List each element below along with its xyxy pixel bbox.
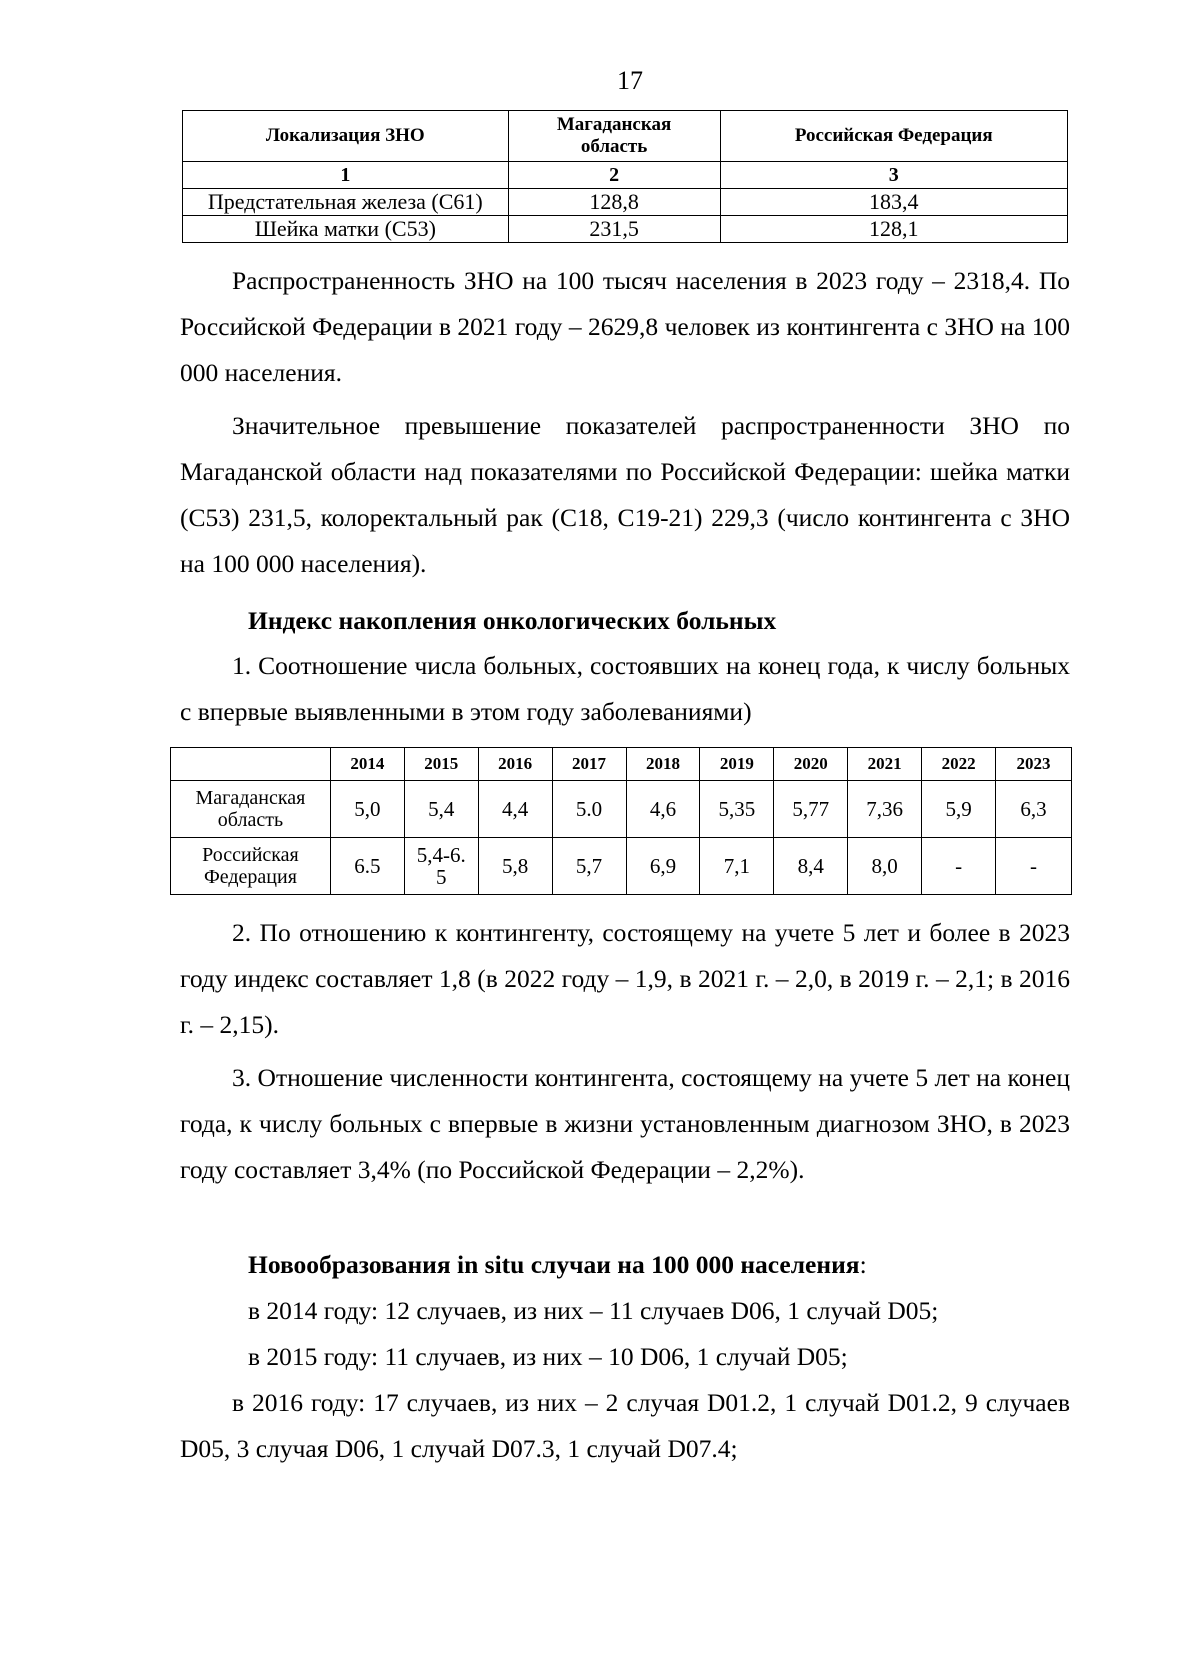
insitu-2014: в 2014 году: 12 случаев, из них – 11 случаев D06, 1 случай D05; <box>248 1296 939 1325</box>
paragraph-excess: Значительное превышение показателей распространенности ЗНО по Магаданской области над показателями по Российской Федерации: шейка матки (С53) 231,5, колоректальный рак (С18, С19-21) 229,3 (число контингента с ЗНО на 100 000 населения). <box>180 411 1070 578</box>
localization-table <box>182 110 1068 243</box>
value-cell: 8,0 <box>848 838 922 895</box>
row-label-magadan <box>171 781 331 838</box>
cell-localization: Шейка матки (С53) <box>183 216 509 243</box>
heading-index: Индекс накопления онкологических больных <box>248 606 777 635</box>
year-header: 2023 <box>996 748 1072 781</box>
year-header: 2018 <box>626 748 700 781</box>
page-number: 17 <box>617 66 643 95</box>
value-cell: 4,6 <box>626 781 700 838</box>
row-label-russia <box>171 838 331 895</box>
paragraph-point2: 2. По отношению к контингенту, состоящему на учете 5 лет и более в 2023 году индекс составляет 1,8 (в 2022 году – 1,9, в 2021 г. – 2,0, в 2019 г. – 2,1; в 2016 г. – 2,15). <box>180 918 1070 1039</box>
heading-insitu <box>248 1242 867 1288</box>
table-row <box>171 781 1072 838</box>
value-cell: 5,0 <box>330 781 404 838</box>
table-row <box>171 838 1072 895</box>
cell-magadan: 128,8 <box>508 189 720 216</box>
value-cell: - <box>922 838 996 895</box>
insitu-2015: в 2015 году: 11 случаев, из них – 10 D06, 1 случай D05; <box>248 1342 848 1371</box>
header-russia: Российская Федерация <box>720 111 1068 162</box>
value-cell: 5,4 <box>404 781 478 838</box>
cell-russia: 128,1 <box>720 216 1068 243</box>
value-cell: 5,4-6.5 <box>404 838 478 895</box>
paragraph-prevalence: Распространенность ЗНО на 100 тысяч населения в 2023 году – 2318,4. По Российской Федерации в 2021 году – 2629,8 человек из контингента с ЗНО на 100 000 населения. <box>180 266 1070 387</box>
value-cell: 7,1 <box>700 838 774 895</box>
row-label-line: область <box>217 809 284 831</box>
paragraph-point3: 3. Отношение численности контингента, состоящему на учете 5 лет на конец года, к числу больных с впервые в жизни установленным диагнозом ЗНО, в 2023 году составляет 3,4% (по Российской Федерации – 2,2%). <box>180 1063 1070 1184</box>
table-row <box>183 189 1068 216</box>
value-cell: 6.5 <box>330 838 404 895</box>
value-cell: 5,8 <box>478 838 552 895</box>
accumulation-index-table <box>170 747 1072 895</box>
table-row <box>183 216 1068 243</box>
cell-russia: 183,4 <box>720 189 1068 216</box>
year-header: 2021 <box>848 748 922 781</box>
row-label-line: Магаданская <box>195 787 306 809</box>
row-label-line: Федерация <box>203 866 297 888</box>
insitu-2016: в 2016 году: 17 случаев, из них – 2 случая D01.2, 1 случай D01.2, 9 случаев D05, 3 случая D06, 1 случай D07.3, 1 случай D07.4; <box>180 1388 1070 1463</box>
header-empty <box>171 748 331 781</box>
cell-localization: Предстательная железа (С61) <box>183 189 509 216</box>
value-cell: 7,36 <box>848 781 922 838</box>
year-header: 2015 <box>404 748 478 781</box>
value-cell: - <box>996 838 1072 895</box>
value-cell: 6,3 <box>996 781 1072 838</box>
year-header: 2022 <box>922 748 996 781</box>
header-magadan: Магаданская область <box>508 111 720 162</box>
heading-insitu-text: Новообразования in situ случаи на 100 000 населения <box>248 1250 860 1279</box>
year-header: 2016 <box>478 748 552 781</box>
column-number: 2 <box>508 162 720 189</box>
value-cell: 4,4 <box>478 781 552 838</box>
row-label-line: Российская <box>202 844 299 866</box>
cell-magadan: 231,5 <box>508 216 720 243</box>
value-cell: 6,9 <box>626 838 700 895</box>
value-cell: 5,7 <box>552 838 626 895</box>
value-cell: 5.0 <box>552 781 626 838</box>
heading-insitu-colon: : <box>859 1250 867 1279</box>
year-header: 2017 <box>552 748 626 781</box>
year-header: 2020 <box>774 748 848 781</box>
value-cell: 5,35 <box>700 781 774 838</box>
paragraph-point1: 1. Соотношение числа больных, состоявших на конец года, к числу больных с впервые выявленными в этом году заболеваниями) <box>180 651 1070 726</box>
year-header: 2014 <box>330 748 404 781</box>
value-cell: 5,9 <box>922 781 996 838</box>
column-number: 3 <box>720 162 1068 189</box>
year-header: 2019 <box>700 748 774 781</box>
value-cell: 8,4 <box>774 838 848 895</box>
value-cell: 5,77 <box>774 781 848 838</box>
header-localization: Локализация ЗНО <box>183 111 509 162</box>
column-number: 1 <box>183 162 509 189</box>
